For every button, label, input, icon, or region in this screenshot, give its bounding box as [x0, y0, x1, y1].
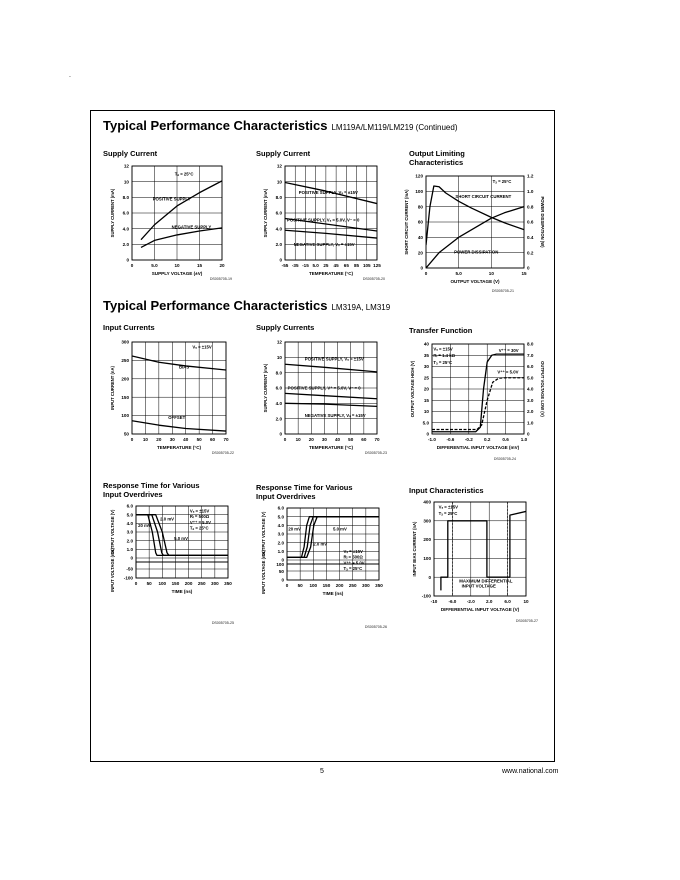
y-tick-label: 100: [423, 556, 431, 561]
y-tick-label: 4.0: [122, 226, 129, 232]
y-tick-label: 20: [423, 386, 429, 392]
chart-annotation: POSITIVE SUPPLY, Vₛ = ±15V: [298, 190, 358, 196]
series-curve-2: [285, 393, 377, 398]
y-tick-label: 1.0: [277, 548, 284, 554]
y-tick-label: 4.0: [275, 226, 282, 232]
plot-frame: [136, 506, 228, 578]
y-tick-label: 6.0: [122, 210, 129, 216]
x-tick-label: 25: [323, 263, 329, 268]
series-curve-1: [285, 364, 377, 372]
x-tick-label: 0: [130, 437, 134, 442]
y-right-tick-label: 5.0: [527, 375, 534, 381]
x-axis-label: DIFFERENTIAL INPUT VOLTAGE (V): [440, 607, 520, 612]
x-tick-label: 300: [362, 583, 370, 588]
chart-annotation: Vₛ = ±15V: [433, 346, 453, 352]
input-step-curve: [287, 564, 379, 571]
y-tick-label: 4.0: [275, 400, 282, 406]
x-tick-label: 1.0: [520, 437, 528, 442]
y-axis-label: SUPPLY CURRENT (mA): [110, 188, 115, 238]
chart-annotation: POSITIVE SUPPLY, V⁺ = 5.0V, V⁻ = 0: [287, 385, 361, 391]
chart-annotation: BIAS: [179, 364, 190, 370]
y-tick-label: 40: [417, 234, 423, 240]
plot-title-input-characteristics: Input Characteristics: [409, 486, 484, 495]
x-tick-label: 10: [142, 437, 148, 442]
y-tick-label: 100: [121, 413, 129, 419]
chart-annotation: Vₛ = ±15V: [192, 344, 212, 350]
y-tick-label: 0: [279, 257, 282, 263]
plot-title-supply-currents: Supply Currents: [256, 323, 315, 332]
x-tick-label: 50: [146, 581, 152, 586]
y-tick-label: 1.0: [126, 546, 133, 552]
y-tick-label: 4.0: [126, 520, 133, 526]
y-tick-label: 10: [276, 179, 282, 185]
section-heading: Typical Performance Characteristics: [103, 298, 328, 313]
y-right-tick-label: 0.4: [527, 234, 534, 240]
x-tick-label: -15: [302, 263, 309, 268]
chart-annotation: V⁺⁺ = 5.0V: [189, 519, 212, 525]
figure-ds-number: DS005705-19: [209, 277, 232, 281]
plot-title-supply-current-2: Supply Current: [256, 149, 311, 158]
chart-annotation: NEGATIVE SUPPLY: [171, 224, 212, 230]
x-tick-label: 40: [335, 437, 341, 442]
x-tick-label: 50: [196, 437, 202, 442]
chart-annotation: Vₛ = ±15V: [189, 508, 210, 514]
x-tick-label: 15: [196, 263, 203, 268]
y-tick-label: 120: [415, 173, 423, 179]
figure-ds-number: DS005705-25: [211, 621, 234, 625]
y-axis-label-input: INPUT VOLTAGE (mV): [110, 548, 115, 592]
figure-ds-number: DS005705-26: [364, 625, 387, 629]
x-tick-label: 45: [333, 263, 339, 268]
y-tick-label: 100: [276, 562, 284, 567]
x-tick-label: 5.0: [151, 263, 158, 268]
chart-input-characteristics: [408, 496, 558, 626]
x-tick-label: 40: [183, 437, 189, 442]
y-tick-label: 150: [121, 394, 129, 400]
x-tick-label: 50: [348, 437, 354, 442]
y-tick-label: 12: [276, 339, 282, 345]
plot-title-input-currents: Input Currents: [103, 323, 155, 332]
chart-annotation: Tₐ = 25°C: [492, 178, 512, 184]
y-right-tick-label: 1.0: [527, 188, 534, 194]
x-tick-label: 10: [295, 437, 301, 442]
y-right-tick-label: 1.0: [527, 420, 534, 426]
plot-title-response-time-1: Response Time for Various Input Overdrives: [103, 481, 200, 499]
y-right-tick-label: 0: [527, 265, 530, 271]
x-tick-label: -2.0: [466, 599, 475, 604]
x-tick-label: 10: [523, 599, 529, 604]
figure-ds-number: DS005705-24: [493, 457, 516, 461]
chart-annotation: Tₐ = 25°C: [174, 171, 194, 177]
y-tick-label: 15: [423, 397, 429, 403]
chart-annotation: 5.0 mV: [333, 526, 347, 532]
y-right-tick-label: 7.0: [527, 352, 534, 358]
x-tick-label: 350: [224, 581, 232, 586]
figure-ds-number: DS005705-20: [362, 277, 385, 281]
y-tick-label: 0: [130, 555, 133, 561]
plot-frame: [287, 508, 379, 580]
chart-annotation: Tₐ = 25°C: [189, 525, 209, 531]
y-right-tick-label: 0.6: [527, 219, 534, 225]
x-tick-label: -10: [430, 599, 438, 604]
y-tick-label: 20: [417, 250, 423, 256]
x-tick-label: -0.2: [464, 437, 473, 442]
figure-ds-number: DS005705-22: [211, 451, 234, 455]
y-tick-label: 2.0: [126, 538, 133, 544]
y-tick-label: 0: [420, 265, 423, 271]
chart-annotation: OFFSET: [168, 414, 186, 420]
y-tick-label: 10: [423, 409, 429, 415]
section-title-1: [103, 118, 457, 133]
y-axis-label: INPUT BIAS CURRENT (nA): [412, 521, 417, 577]
y-tick-label: 4.0: [277, 522, 284, 528]
y-axis-label: OUTPUT VOLTAGE (V): [261, 511, 266, 557]
series-curve-3: [285, 230, 377, 238]
section-heading: Typical Performance Characteristics: [103, 118, 328, 133]
y-tick-label: 5.0: [422, 420, 429, 426]
chart-annotation: SHORT CIRCUIT CURRENT: [455, 194, 512, 200]
input-step-curve: [136, 562, 228, 569]
x-tick-label: 0.2: [484, 437, 491, 442]
x-tick-label: 300: [211, 581, 219, 586]
chart-annotation: 2.0 mV: [313, 541, 328, 547]
x-tick-label: 100: [158, 581, 167, 586]
y-right-tick-label: 0: [527, 431, 530, 437]
y-tick-label: -50: [126, 566, 133, 572]
y-tick-label: -100: [123, 575, 133, 581]
y-tick-label: 12: [123, 163, 129, 169]
y-tick-label: 0: [428, 574, 431, 580]
x-tick-label: 10: [488, 271, 494, 276]
chart-annotation: Tₐ = 25°C: [438, 511, 458, 517]
y-right-tick-label: 1.2: [527, 173, 534, 179]
x-tick-label: 125: [373, 263, 381, 268]
x-tick-label: 30: [169, 437, 175, 442]
x-tick-label: 70: [374, 437, 380, 442]
chart-response-time-2: [257, 504, 409, 632]
figure-ds-number: DS005705-27: [515, 619, 538, 623]
chart-annotation: Rₗ = 500Ω: [343, 554, 363, 560]
y-axis-label: OUTPUT VOLTAGE (V): [110, 509, 115, 555]
x-tick-label: 350: [375, 583, 383, 588]
chart-annotation: POSITIVE SUPPLY, Vₛ = ±15V: [304, 356, 364, 362]
chart-annotation: Rₗ = 1.4 kΩ: [433, 353, 456, 359]
x-tick-label: 20: [308, 437, 314, 442]
x-tick-label: 30: [321, 437, 327, 442]
chart-annotation: Rₗ = 500Ω: [189, 514, 210, 520]
x-tick-label: 60: [361, 437, 367, 442]
figure-ds-number: DS005705-23: [364, 451, 387, 455]
chart-annotation: V⁺⁺ = 5.0V: [343, 560, 365, 566]
chart-annotation: INPUT VOLTAGE: [461, 583, 496, 589]
x-tick-label: -35: [291, 263, 299, 268]
x-tick-label: -6.0: [448, 599, 457, 604]
chart-supply-currents-319: [257, 336, 409, 464]
chart-annotation: 5.0 mV: [174, 535, 188, 541]
y-tick-label: 200: [423, 537, 431, 543]
x-tick-label: 0: [283, 437, 287, 442]
y-right-tick-label: 3.0: [527, 397, 534, 403]
section-subheading: LM119A/LM119/LM219 (Continued): [331, 123, 458, 132]
x-axis-label: DIFFERENTIAL INPUT VOLTAGE (mV): [436, 445, 520, 450]
x-tick-label: 5.0: [312, 263, 319, 268]
x-axis-label: TEMPERATURE (°C): [156, 445, 202, 450]
y-tick-label: 3.0: [277, 531, 284, 537]
chart-annotation: Vₛ = ±15V: [343, 549, 363, 555]
plot-title-response-time-2: Response Time for Various Input Overdrives: [256, 483, 353, 501]
y-tick-label: -100: [421, 593, 431, 599]
chart-supply-current-vs-voltage: [104, 160, 256, 290]
y-tick-label: 3.0: [126, 529, 133, 535]
x-tick-label: 5.0: [455, 271, 462, 276]
x-tick-label: 250: [348, 583, 357, 588]
y-tick-label: 100: [415, 188, 423, 194]
chart-annotation: 20 mV: [288, 526, 301, 532]
x-tick-label: 100: [309, 583, 318, 588]
chart-annotation: V⁺⁺ = 30V: [498, 347, 519, 353]
chart-transfer-function: [408, 338, 558, 466]
x-tick-label: 150: [322, 583, 331, 588]
series-curve-2: [132, 421, 226, 431]
y-tick-label: 30: [423, 364, 429, 370]
x-tick-label: 0: [424, 271, 428, 276]
y-tick-label: 50: [278, 569, 284, 574]
y-right-tick-label: 0.8: [527, 204, 534, 210]
x-tick-label: 20: [219, 263, 225, 268]
x-tick-label: 0: [130, 263, 134, 268]
y-right-axis-label: OUTPUT VOLTAGE LOW (V): [540, 361, 545, 417]
corner-mark: .: [69, 72, 71, 79]
chart-annotation: NEGATIVE SUPPLY, Vₛ = ±15V: [293, 241, 355, 247]
y-tick-label: 300: [423, 518, 431, 524]
x-tick-label: 85: [353, 263, 360, 268]
y-axis-label: SHORT CIRCUIT CURRENT (mA): [404, 189, 409, 255]
chart-annotation: POWER DISSIPATION: [454, 249, 499, 255]
plot-frame: [132, 342, 226, 434]
plot-title-output-limiting: Output Limiting Characteristics: [409, 149, 465, 167]
series-curve-3: [285, 403, 377, 406]
chart-annotation: 2.0 mV: [160, 516, 175, 522]
chart-supply-current-vs-temp: [257, 160, 409, 290]
y-right-tick-label: 0.2: [527, 250, 534, 256]
chart-annotation: POSITIVE SUPPLY: [152, 196, 191, 202]
x-tick-label: 200: [184, 581, 193, 586]
y-tick-label: 250: [121, 358, 129, 363]
y-right-tick-label: 4.0: [527, 386, 534, 392]
y-tick-label: 8.0: [275, 194, 282, 200]
chart-annotation: Tₐ = 25°C: [343, 565, 363, 571]
x-tick-label: 250: [197, 581, 206, 586]
y-tick-label: 40: [423, 341, 429, 347]
x-axis-label: TEMPERATURE (°C): [308, 271, 354, 276]
y-right-tick-label: 8.0: [527, 341, 534, 347]
website-footer[interactable]: www.national.com: [502, 768, 559, 775]
chart-annotation: V⁺⁺ = 5.0V: [497, 369, 519, 375]
y-tick-label: 0: [279, 431, 282, 437]
y-axis-label: SUPPLY CURRENT (mA): [263, 188, 268, 238]
y-tick-label: 6.0: [126, 503, 133, 509]
x-tick-label: 70: [223, 437, 229, 442]
y-tick-label: 35: [423, 352, 429, 358]
y-tick-label: 50: [123, 431, 129, 437]
y-tick-label: 10: [276, 354, 282, 360]
y-tick-label: 2.0: [275, 416, 282, 422]
y-tick-label: 2.0: [122, 241, 129, 247]
y-axis-label: OUTPUT VOLTAGE HIGH (V): [410, 360, 415, 418]
y-tick-label: 10: [123, 179, 129, 185]
y-tick-label: 6.0: [275, 385, 282, 391]
y-axis-label-input: INPUT VOLTAGE (mV): [261, 550, 266, 594]
figure-ds-number: DS005705-21: [491, 289, 514, 293]
plot-title-supply-current-1: Supply Current: [103, 149, 158, 158]
x-tick-label: 10: [174, 263, 180, 268]
y-axis-label: SUPPLY CURRENT (mA): [263, 363, 268, 413]
section-title-2: [103, 298, 390, 313]
chart-response-time-1: [104, 502, 256, 630]
series-curve-1: [432, 354, 524, 432]
x-axis-label: TIME (ns): [171, 589, 193, 594]
x-tick-label: 105: [362, 263, 371, 268]
page-number: 5: [320, 768, 324, 775]
y-axis-label: INPUT CURRENT (nA): [110, 366, 115, 410]
x-tick-label: -55: [281, 263, 289, 268]
x-axis-label: SUPPLY VOLTAGE (±V): [151, 271, 203, 276]
y-tick-label: 80: [417, 204, 423, 210]
y-tick-label: 400: [423, 499, 431, 505]
x-tick-label: 0: [134, 581, 138, 586]
x-tick-label: 50: [297, 583, 303, 588]
chart-annotation: 20 mV: [138, 522, 151, 528]
series-curve-1: [141, 181, 222, 240]
x-tick-label: 6.0: [504, 599, 511, 604]
y-tick-label: 200: [121, 376, 129, 382]
y-tick-label: 0: [426, 431, 429, 437]
x-tick-label: 15: [521, 271, 527, 276]
y-tick-label: 6.0: [275, 210, 282, 216]
y-right-axis-label: POWER DISSIPATION (W): [540, 196, 545, 248]
y-right-tick-label: 6.0: [527, 364, 534, 370]
x-axis-label: OUTPUT VOLTAGE (V): [450, 279, 500, 284]
x-axis-label: TIME (ns): [322, 591, 344, 596]
y-tick-label: 8.0: [122, 194, 129, 200]
y-tick-label: 0: [281, 577, 284, 583]
y-tick-label: 2.0: [275, 241, 282, 247]
x-tick-label: 0.6: [502, 437, 509, 442]
y-tick-label: 25: [423, 375, 429, 381]
y-tick-label: 8.0: [275, 370, 282, 376]
chart-output-limiting: [404, 172, 558, 294]
y-tick-label: 5.0: [126, 512, 133, 518]
x-tick-label: 200: [335, 583, 344, 588]
x-tick-label: 2.0: [486, 599, 493, 604]
chart-annotation: MAXIMUM DIFFERENTIAL: [459, 578, 513, 584]
plot-title-transfer-function: Transfer Function: [409, 326, 473, 335]
x-tick-label: 60: [210, 437, 216, 442]
x-tick-label: 0: [285, 583, 289, 588]
y-tick-label: 2.0: [277, 540, 284, 546]
chart-annotation: NEGATIVE SUPPLY, Vₛ = ±15V: [304, 413, 366, 419]
y-right-tick-label: 2.0: [527, 409, 534, 415]
y-tick-label: 5.0: [277, 514, 284, 520]
x-tick-label: 65: [343, 263, 349, 268]
x-tick-label: 150: [171, 581, 180, 586]
x-tick-label: -1.0: [428, 437, 436, 442]
section-subheading: LM319A, LM319: [331, 303, 391, 312]
y-tick-label: 12: [276, 163, 282, 169]
x-tick-label: -0.6: [446, 437, 455, 442]
y-tick-label: 0: [281, 557, 284, 563]
x-tick-label: 20: [156, 437, 162, 442]
chart-annotation: Vₛ = ±15V: [438, 504, 458, 510]
y-tick-label: 6.0: [277, 505, 284, 511]
y-tick-label: 60: [417, 219, 423, 225]
chart-annotation: Tₐ = 25°C: [433, 359, 453, 365]
chart-input-currents: [104, 336, 256, 464]
series-curve-2: [432, 378, 524, 430]
y-tick-label: 0: [126, 257, 129, 263]
y-tick-label: 300: [121, 339, 129, 345]
x-axis-label: TEMPERATURE (°C): [308, 445, 354, 450]
chart-annotation: POSITIVE SUPPLY, Vₛ = 5.0V, V⁻ = 0: [287, 217, 360, 223]
